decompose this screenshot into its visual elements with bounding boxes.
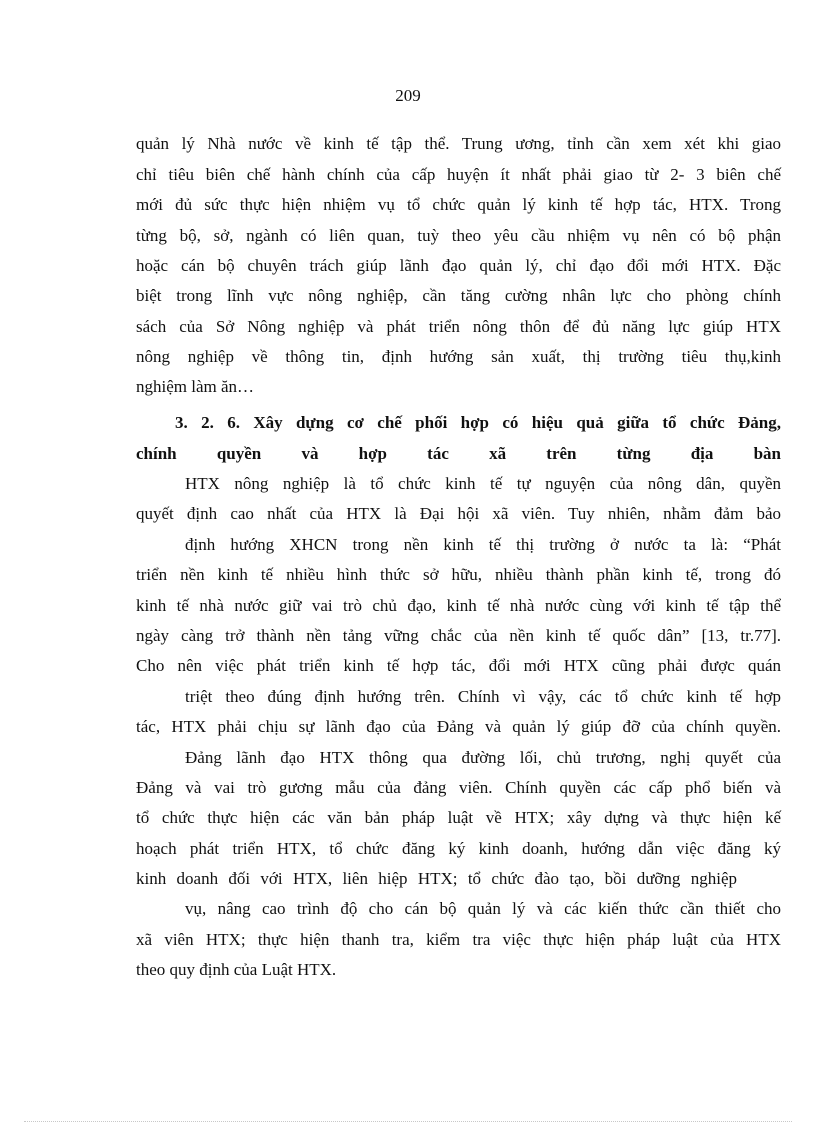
body-line: tác, HTX phải chịu sự lãnh đạo của Đảng và quản lý giúp đỡ của chính quyền. xyxy=(136,717,781,736)
body-line: vụ, nâng cao trình độ cho cán bộ quản lý và các kiến thức cần thiết cho xyxy=(185,899,781,918)
body-line: Đảng lãnh đạo HTX thông qua đường lối, chủ trương, nghị quyết của xyxy=(185,748,781,767)
body-line: kinh tế nhà nước giữ vai trò chủ đạo, kinh tế nhà nước cùng với kinh tế tập thể xyxy=(136,596,781,615)
body-line: xã viên HTX; thực hiện thanh tra, kiểm tra việc thực hiện pháp luật của HTX xyxy=(136,930,781,949)
body-line: kinh doanh đối với HTX, liên hiệp HTX; tổ chức đào tạo, bồi dưỡng nghiệp xyxy=(136,869,737,888)
body-line: quyết định cao nhất của HTX là Đại hội xã viên. Tuy nhiên, nhằm đảm bảo xyxy=(136,504,781,523)
page-number: 209 xyxy=(395,86,421,105)
body-line: HTX nông nghiệp là tổ chức kinh tế tự nguyện của nông dân, quyền xyxy=(185,474,781,493)
body-line: mới đủ sức thực hiện nhiệm vụ tổ chức quản lý kinh tế hợp tác, HTX. Trong xyxy=(136,195,781,214)
body-line: từng bộ, sở, ngành có liên quan, tuỳ theo yêu cầu nhiệm vụ nên có bộ phận xyxy=(136,226,781,245)
body-line: hoặc cán bộ chuyên trách giúp lãnh đạo quản lý, chỉ đạo đổi mới HTX. Đặc xyxy=(136,256,781,275)
body-line: sách của Sở Nông nghiệp và phát triển nông thôn để đủ năng lực giúp HTX xyxy=(136,317,781,336)
body-line: theo quy định của Luật HTX. xyxy=(136,960,337,979)
body-line: hoạch phát triển HTX, tổ chức đăng ký kinh doanh, hướng dẫn việc đăng ký xyxy=(136,839,781,858)
body-line: ngày càng trở thành nền tảng vững chắc của nền kinh tế quốc dân” [13, tr.77]. xyxy=(136,626,781,645)
body-line: nghiệm làm ăn… xyxy=(136,377,255,396)
section-heading: chính quyền và hợp tác xã trên từng địa bàn xyxy=(136,444,781,463)
body-line: Đảng và vai trò gương mẫu của đảng viên. Chính quyền các cấp phổ biến và xyxy=(136,778,781,797)
body-line: định hướng XHCN trong nền kinh tế thị trường ở nước ta là: “Phát xyxy=(185,535,781,554)
body-line: triển nền kinh tế nhiều hình thức sở hữu, nhiều thành phần kinh tế, trong đó xyxy=(136,565,781,584)
body-line: nông nghiệp về thông tin, định hướng sản xuất, thị trường tiêu thụ,kinh xyxy=(136,347,781,366)
body-line: tổ chức thực hiện các văn bản pháp luật về HTX; xây dựng và thực hiện kế xyxy=(136,808,781,827)
footer-divider xyxy=(24,1121,792,1122)
section-heading: 3. 2. 6. Xây dựng cơ chế phối hợp có hiệu quả giữa tổ chức Đảng, xyxy=(175,413,781,432)
body-line: biệt trong lĩnh vực nông nghiệp, cần tăng cường nhân lực cho phòng chính xyxy=(136,286,781,305)
body-line: triệt theo đúng định hướng trên. Chính vì vậy, các tổ chức kinh tế hợp xyxy=(185,687,781,706)
body-line: quản lý Nhà nước về kinh tế tập thể. Trung ương, tỉnh cần xem xét khi giao xyxy=(136,134,781,153)
body-line: Cho nên việc phát triển kinh tế hợp tác, đổi mới HTX cũng phải được quán xyxy=(136,656,781,675)
body-line: chỉ tiêu biên chế hành chính của cấp huyện ít nhất phải giao từ 2- 3 biên chế xyxy=(136,165,781,184)
